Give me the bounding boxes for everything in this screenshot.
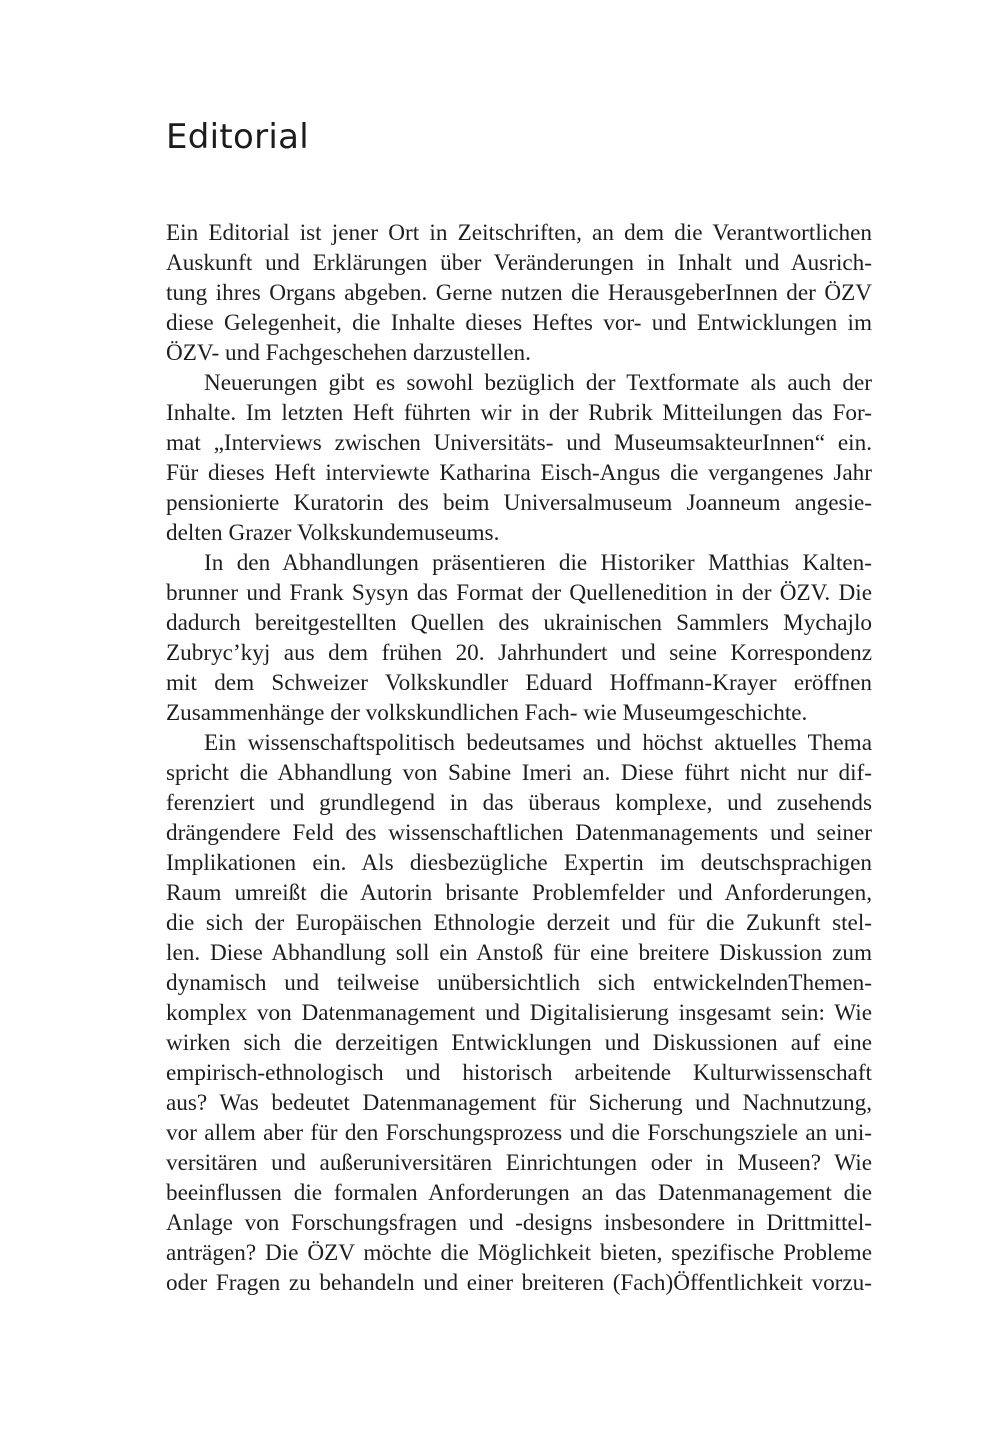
text-line: mat „Interviews zwischen Universitäts- und MuseumsakteurInnen“ ein.: [166, 430, 872, 456]
text-line: Anlage von Forschungsfragen und -designs insbesondere in Drittmittel-: [166, 1210, 872, 1236]
text-line: diese Gelegenheit, die Inhalte dieses Heftes vor- und Entwicklungen im: [166, 310, 872, 336]
paragraph-1: [166, 218, 872, 368]
text-line: aus? Was bedeutet Datenmanagement für Sicherung und Nachnutzung,: [166, 1090, 872, 1116]
text-line: Auskunft und Erklärungen über Veränderungen in Inhalt und Ausrich-: [166, 250, 872, 276]
editorial-body: [166, 218, 872, 1298]
text-line: Inhalte. Im letzten Heft führten wir in der Rubrik Mitteilungen das For-: [166, 400, 872, 426]
text-line: Neuerungen gibt es sowohl bezüglich der Textformate als auch der: [204, 370, 872, 396]
text-line: dynamisch und teilweise unübersichtlich sich entwickelndenThemen-: [166, 970, 872, 996]
text-line: Zubryc’kyj aus dem frühen 20. Jahrhundert und seine Korrespondenz: [166, 640, 872, 666]
text-line: spricht die Abhandlung von Sabine Imeri an. Diese führt nicht nur dif-: [166, 760, 872, 786]
text-line: wirken sich die derzeitigen Entwicklungen und Diskussionen auf eine: [166, 1030, 872, 1056]
text-line: Für dieses Heft interviewte Katharina Eisch-Angus die vergangenes Jahr: [166, 460, 872, 486]
text-line: die sich der Europäischen Ethnologie derzeit und für die Zukunft stel-: [166, 910, 872, 936]
page-title: Editorial: [166, 117, 310, 157]
text-line: Ein wissenschaftspolitisch bedeutsames und höchst aktuelles Thema: [204, 730, 872, 756]
text-line: empirisch-ethnologisch und historisch arbeitende Kulturwissenschaft: [166, 1060, 872, 1086]
text-line: versitären und außeruniversitären Einrichtungen oder in Museen? Wie: [166, 1150, 872, 1176]
text-line: Implikationen ein. Als diesbezügliche Expertin im deutschsprachigen: [166, 850, 872, 876]
text-line: dadurch bereitgestellten Quellen des ukrainischen Sammlers Mychajlo: [166, 610, 872, 636]
text-line: oder Fragen zu behandeln und einer breiteren (Fach)Öffentlichkeit vorzu-: [166, 1270, 872, 1296]
text-line: vor allem aber für den Forschungsprozess und die Forschungsziele an uni-: [166, 1120, 872, 1146]
text-line: drängendere Feld des wissenschaftlichen Datenmanagements und seiner: [166, 820, 872, 846]
text-line: pensionierte Kuratorin des beim Universalmuseum Joanneum angesie-: [166, 490, 872, 516]
text-line: Zusammenhänge der volkskundlichen Fach- wie Museumgeschichte.: [166, 700, 808, 726]
text-line: delten Grazer Volkskundemuseums.: [166, 520, 500, 546]
text-line: tung ihres Organs abgeben. Gerne nutzen die HerausgeberInnen der ÖZV: [166, 280, 872, 306]
text-line: ferenziert und grundlegend in das überaus komplexe, und zusehends: [166, 790, 872, 816]
text-line: In den Abhandlungen präsentieren die Historiker Matthias Kalten-: [204, 550, 872, 576]
paragraph-2: [166, 368, 872, 548]
text-line: Raum umreißt die Autorin brisante Problemfelder und Anforderungen,: [166, 880, 872, 906]
paragraph-4: [166, 728, 872, 1298]
text-line: komplex von Datenmanagement und Digitalisierung insgesamt sein: Wie: [166, 1000, 872, 1026]
text-line: Ein Editorial ist jener Ort in Zeitschriften, an dem die Verantwortlichen: [166, 220, 872, 246]
text-line: beeinflussen die formalen Anforderungen an das Datenmanagement die: [166, 1180, 872, 1206]
text-line: anträgen? Die ÖZV möchte die Möglichkeit bieten, spezifische Probleme: [166, 1240, 872, 1266]
text-line: ÖZV- und Fachgeschehen darzustellen.: [166, 340, 531, 366]
text-line: mit dem Schweizer Volkskundler Eduard Hoffmann-Krayer eröffnen: [166, 670, 872, 696]
text-line: brunner und Frank Sysyn das Format der Quellenedition in der ÖZV. Die: [166, 580, 872, 606]
text-line: len. Diese Abhandlung soll ein Anstoß für eine breitere Diskussion zum: [166, 940, 872, 966]
paragraph-3: [166, 548, 872, 728]
